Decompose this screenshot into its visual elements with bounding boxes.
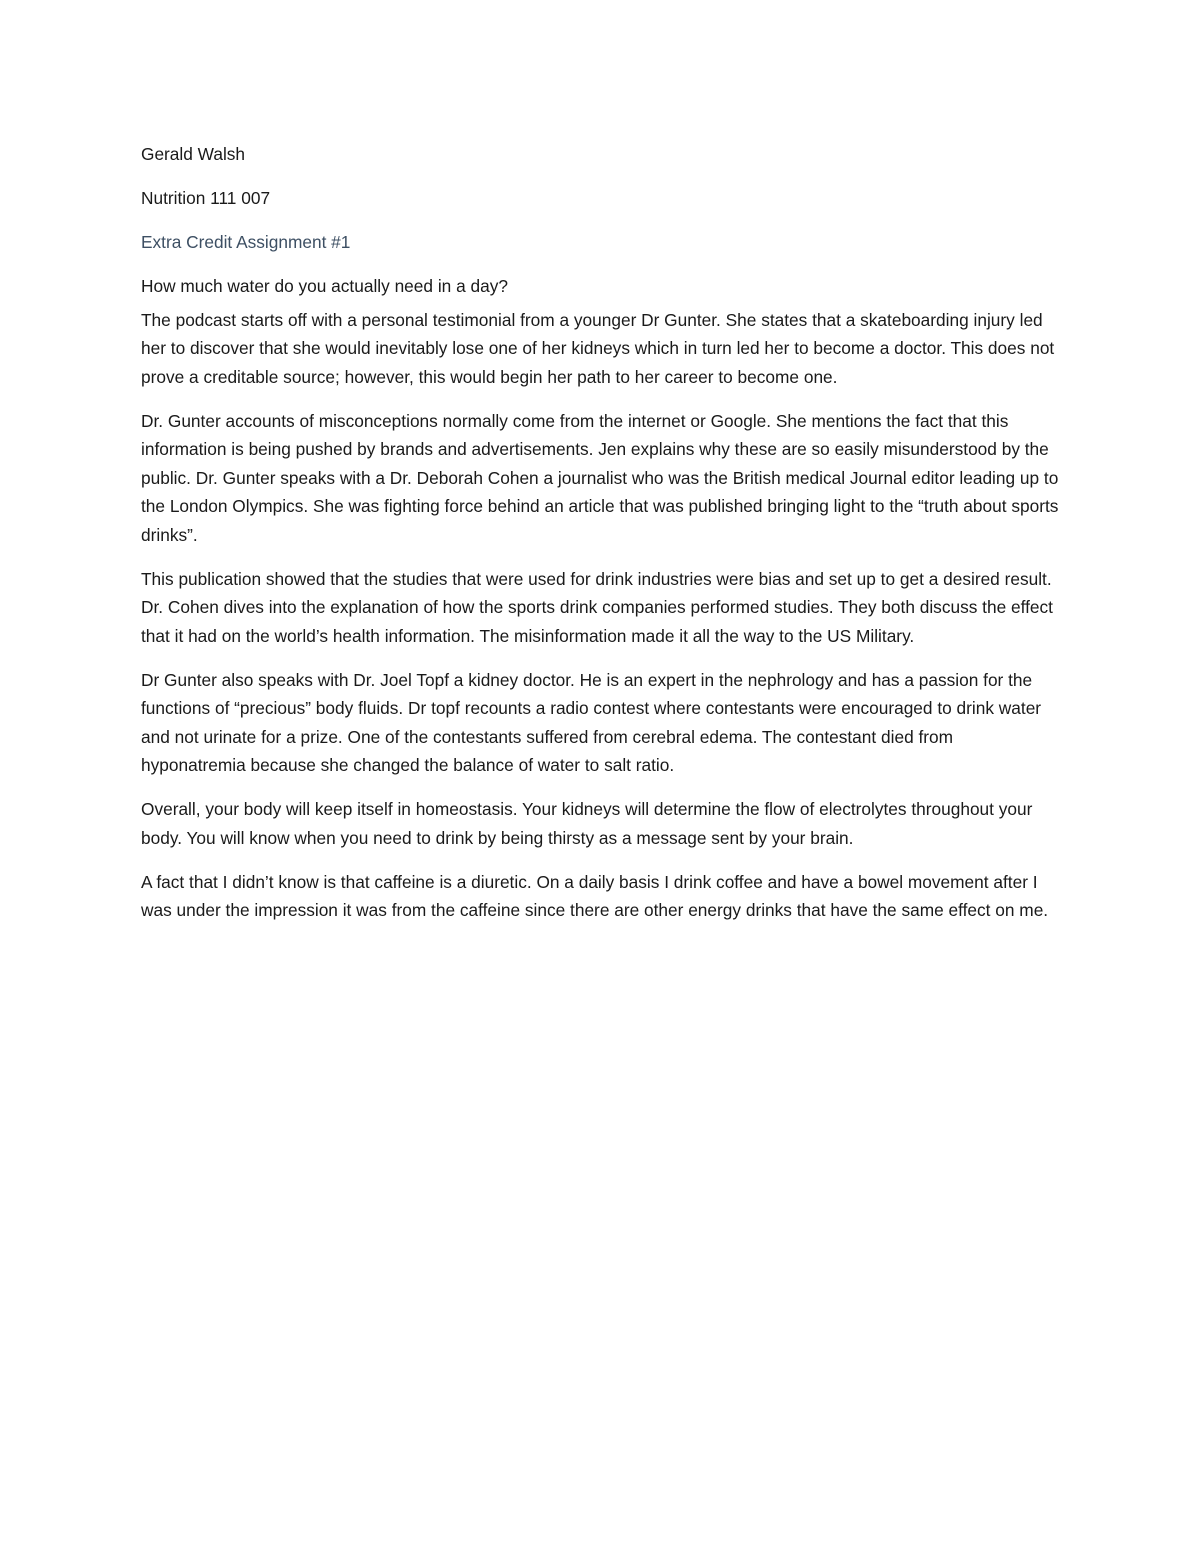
document-body (141, 140, 1061, 940)
assignment-title: Extra Credit Assignment #1 (141, 232, 351, 252)
paragraph-4: Dr Gunter also speaks with Dr. Joel Topf a kidney doctor. He is an expert in the nephrology and has a passion for the functions of “precious” body fluids. Dr topf recounts a radio contest where contestants were encouraged to drink water and not urinate for a prize. One of the contestants suffered from cerebral edema. The contestant died from hyponatremia because she changed the balance of water to salt ratio. (141, 669, 1042, 775)
paragraph-6: A fact that I didn’t know is that caffeine is a diuretic. On a daily basis I drink coffee and have a bowel movement after I was under the impression it was from the caffeine since there are other energy drinks that have the same effect on me. (141, 871, 1049, 920)
essay-question: How much water do you actually need in a day? (141, 276, 508, 296)
paragraph-1: The podcast starts off with a personal testimonial from a younger Dr Gunter. She states that a skateboarding injury led her to discover that she would inevitably lose one of her kidneys which in turn led her to become a doctor. This does not prove a creditable source; however, this would begin her path to her career to become one. (141, 309, 1055, 387)
paragraph-3: This publication showed that the studies that were used for drink industries were bias and set up to get a desired result. Dr. Cohen dives into the explanation of how the sports drink companies performed studies. They both discuss the effect that it had on the world’s health information. The misinformation made it all the way to the US Military. (141, 568, 1053, 646)
paragraph-5: Overall, your body will keep itself in homeostasis. Your kidneys will determine the flow of electrolytes throughout your body. You will know when you need to drink by being thirsty as a message sent by your brain. (141, 799, 1033, 848)
course-name: Nutrition 111 007 (141, 188, 271, 208)
author-name: Gerald Walsh (141, 144, 246, 164)
paragraph-2: Dr. Gunter accounts of misconceptions normally come from the internet or Google. She mentions the fact that this information is being pushed by brands and advertisements. Jen explains why these are so easily misunderstood by the public. Dr. Gunter speaks with a Dr. Deborah Cohen a journalist who was the British medical Journal editor leading up to the London Olympics. She was fighting force behind an article that was published bringing light to the “truth about sports drinks”. (141, 410, 1059, 545)
